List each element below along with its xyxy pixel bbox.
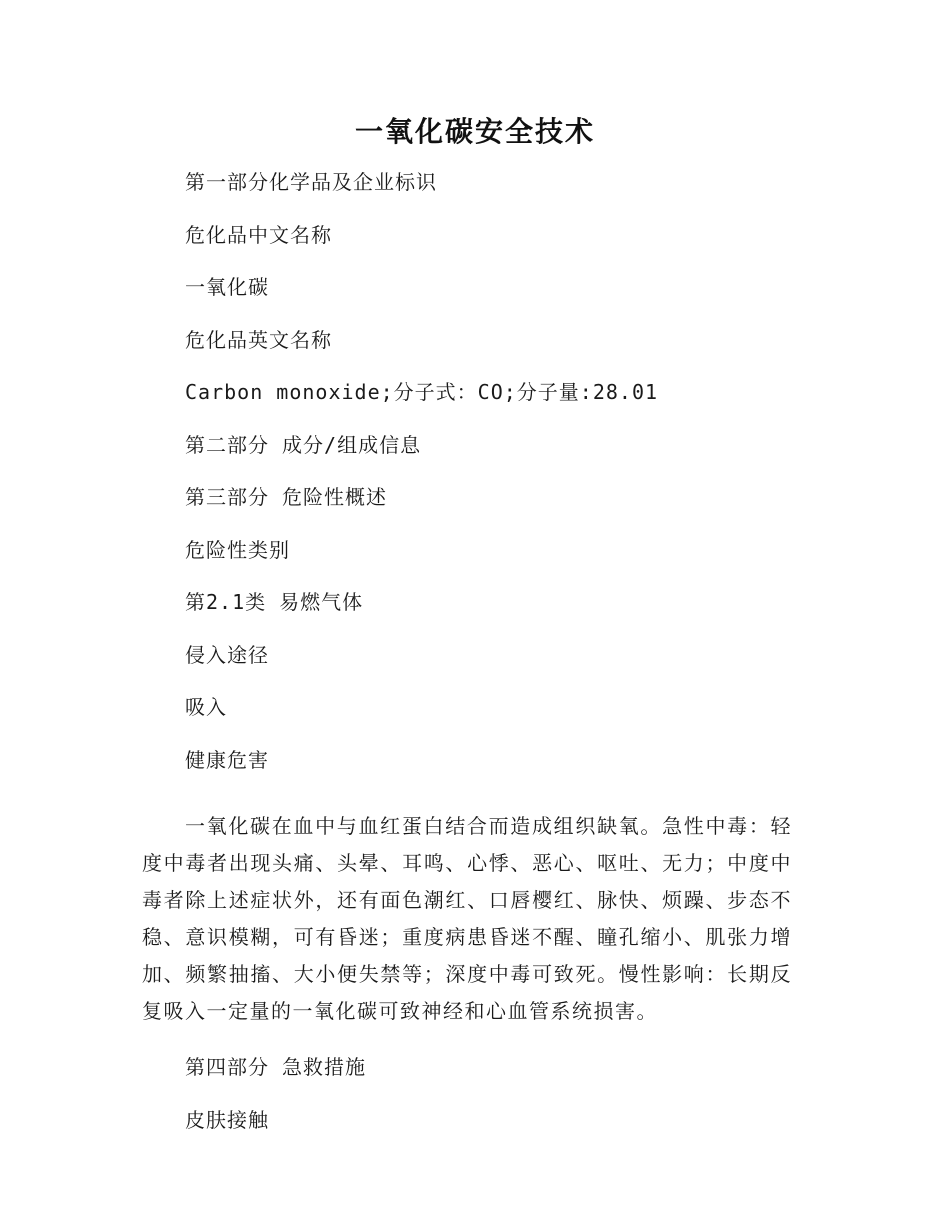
section-heading-part1: 第一部分化学品及企业标识 — [185, 170, 437, 194]
value-english-name: Carbon monoxide;分子式：CO;分子量:28.01 — [185, 380, 659, 404]
section-heading-part2: 第二部分 成分/组成信息 — [185, 432, 422, 457]
value-hazard-class: 第2.1类 易燃气体 — [185, 590, 364, 614]
value-chinese-name: 一氧化碳 — [185, 275, 269, 299]
label-english-name: 危化品英文名称 — [185, 327, 332, 352]
health-paragraph-wrap — [142, 793, 792, 1030]
label-hazard-class: 危险性类别 — [185, 537, 290, 562]
document-title: 一氧化碳安全技术 — [354, 115, 595, 148]
label-chinese-name: 危化品中文名称 — [185, 222, 332, 247]
section-heading-part4: 第四部分 急救措施 — [185, 1055, 367, 1079]
health-hazard-paragraph: 一氧化碳在血中与血红蛋白结合而造成组织缺氧。急性中毒：轻度中毒者出现头痛、头晕、耳鸣、心悸、恶心、呕吐、无力；中度中毒者除上述症状外，还有面色潮红、口唇樱红、脉快、烦躁、步态不稳、意识模糊，可有昏迷；重度病患昏迷不醒、瞳孔缩小、肌张力增加、频繁抽搐、大小便失禁等；深度中毒可致死。慢性影响：长期反复吸入一定量的一氧化碳可致神经和心血管系统损害。 — [142, 814, 792, 1023]
section-heading-part3: 第三部分 危险性概述 — [185, 485, 388, 509]
document-body — [142, 163, 792, 1153]
value-entry-route: 吸入 — [185, 695, 227, 719]
label-skin-contact: 皮肤接触 — [185, 1107, 269, 1132]
label-entry-route: 侵入途径 — [185, 642, 269, 667]
label-health-hazard: 健康危害 — [185, 747, 269, 772]
